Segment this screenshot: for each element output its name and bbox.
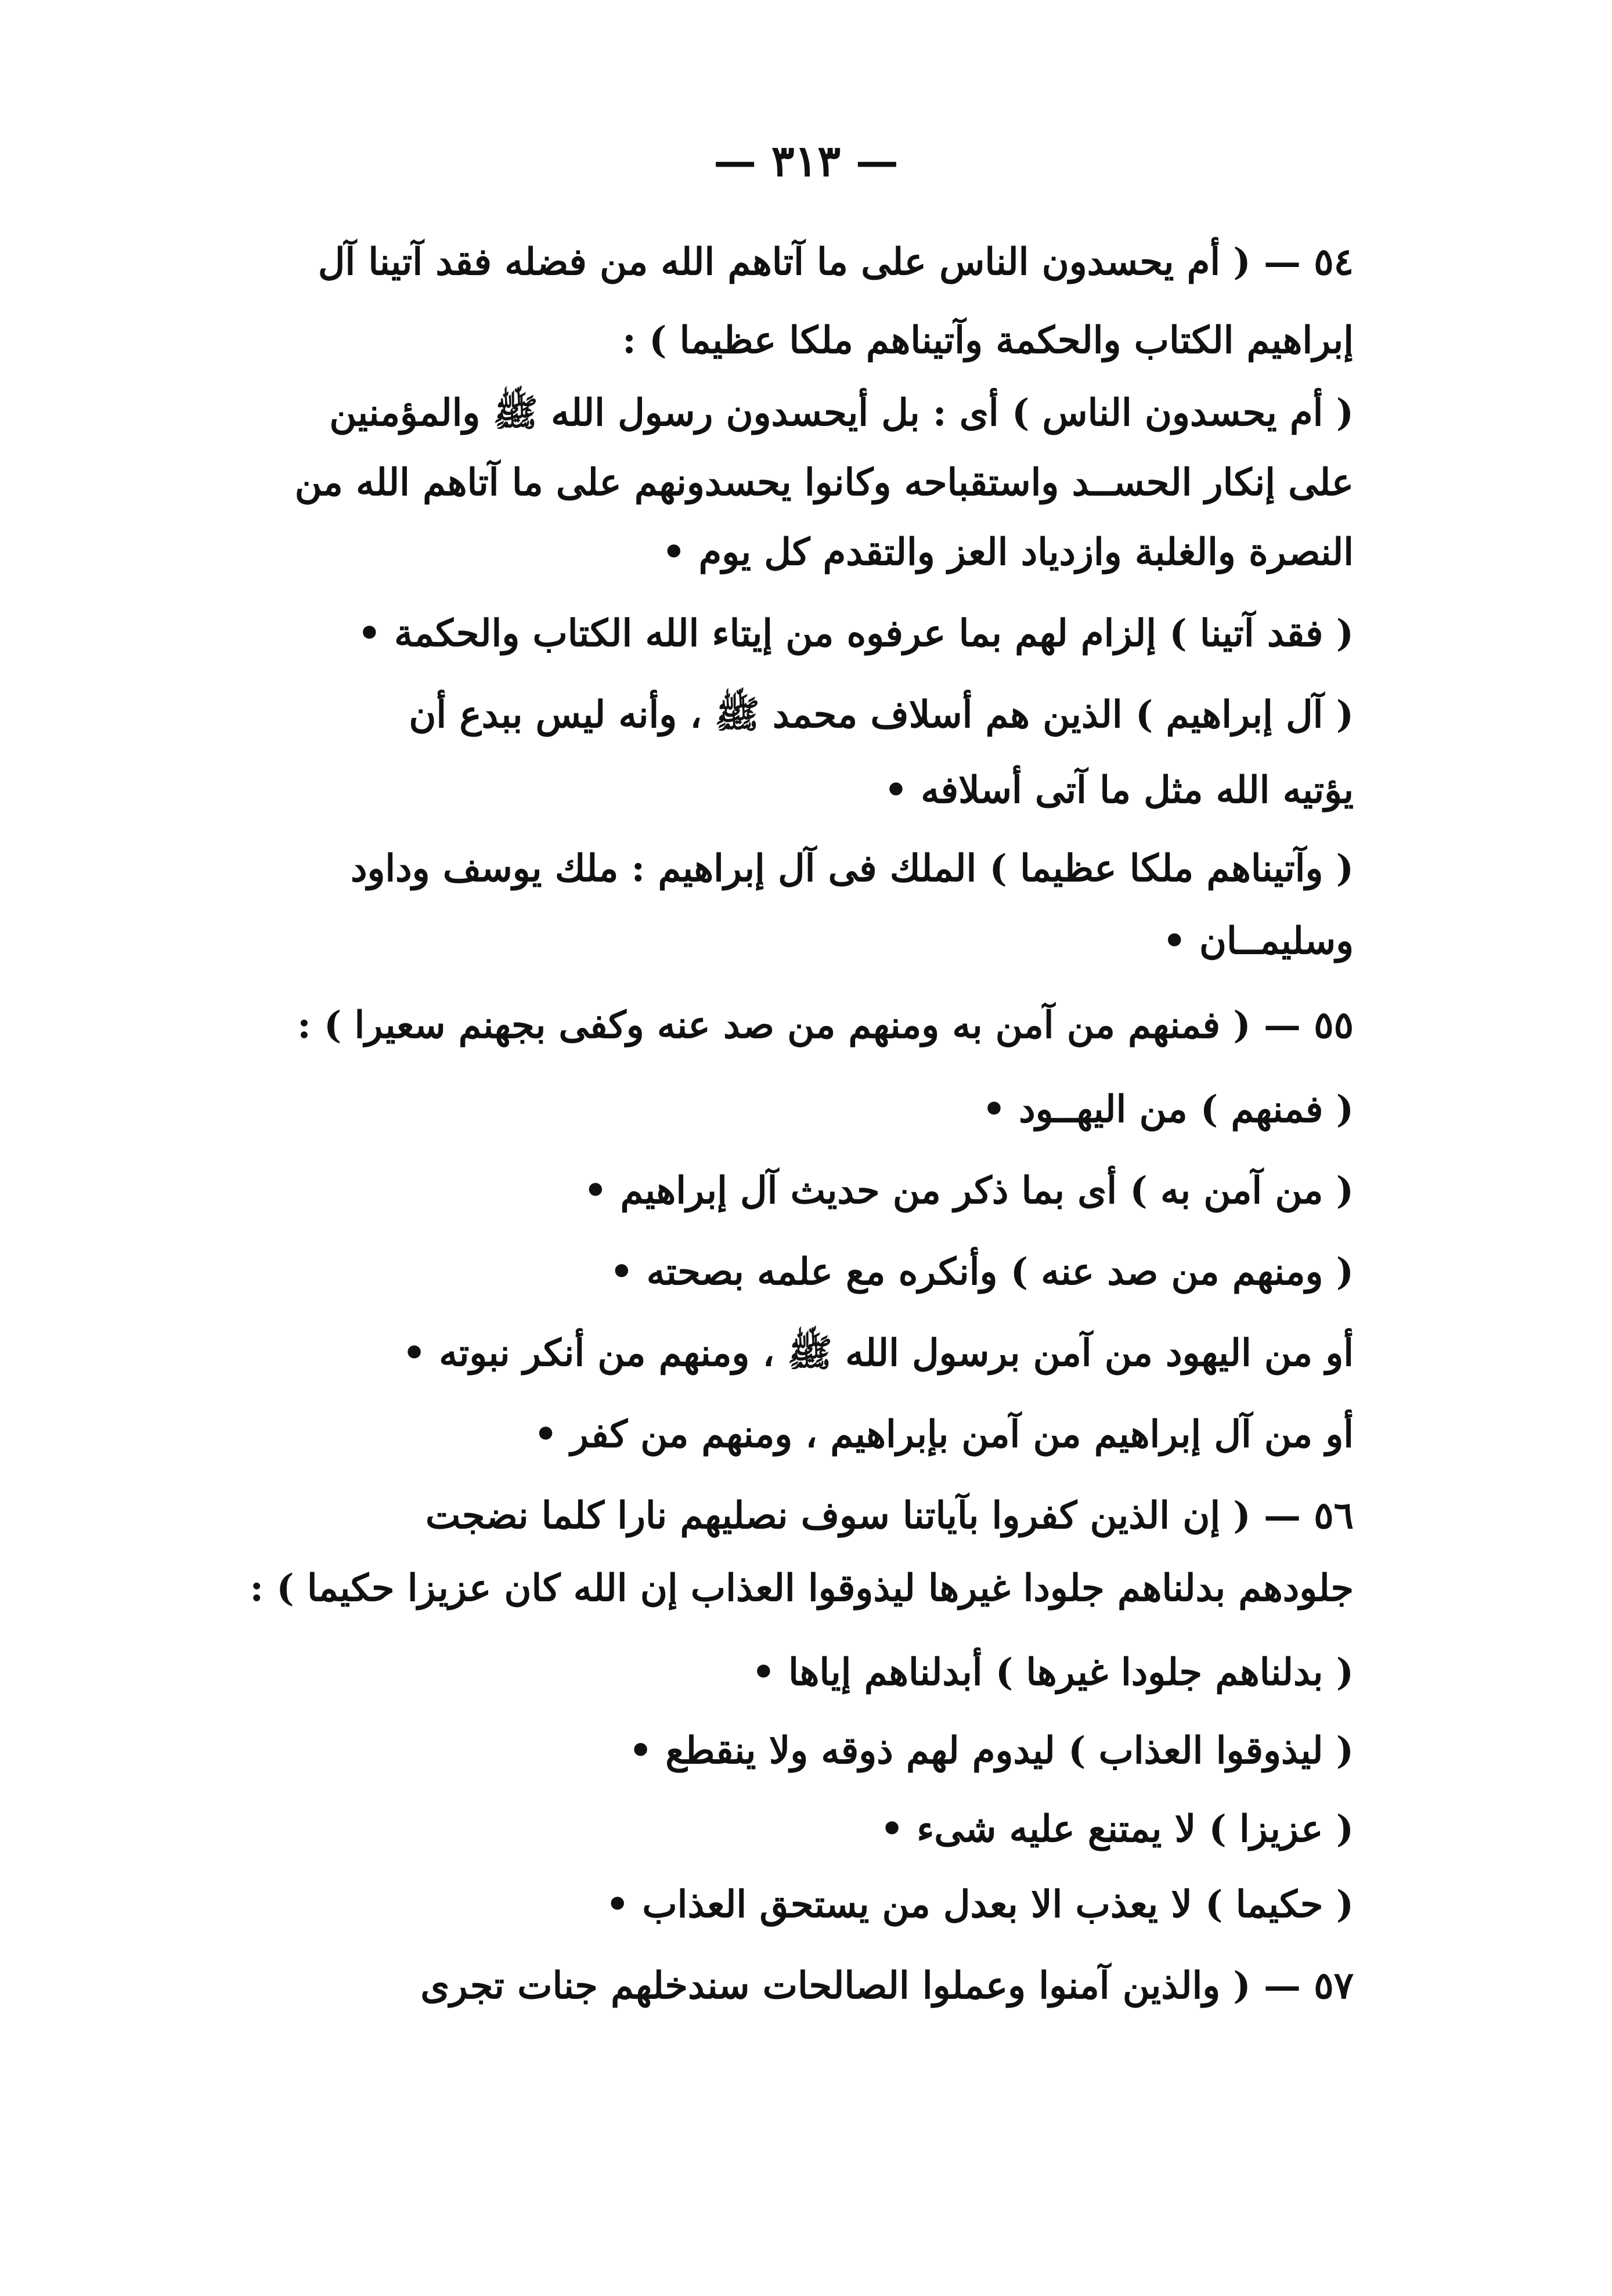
commentary-line: ( حكيما ) لا يعذب الا بعدل من يستحق العذاب • <box>605 1883 1354 1926</box>
verse-55-line: ٥٥ — ( فمنهم من آمن به ومنهم من صد عنه وكفى بجهنم سعيرا ) : <box>297 1003 1354 1047</box>
commentary-line: النصرة والغلبة وازدياد العز والتقدم كل يوم • <box>662 530 1354 574</box>
commentary-line: ( بدلناهم جلودا غيرها ) أبدلناهم إياها • <box>751 1651 1354 1694</box>
commentary-line: على إنكار الحســد واستقباحه وكانوا يحسدونهم على ما آتاهم الله من <box>294 461 1354 504</box>
commentary-line: ( وآتيناهم ملكا عظيما ) الملك فى آل إبراهيم : ملك يوسف وداود <box>350 847 1354 890</box>
commentary-line: ( عزيزا ) لا يمتنع عليه شىء • <box>880 1807 1354 1851</box>
verse-54-line-2: إبراهيم الكتاب والحكمة وآتيناهم ملكا عظيما ) : <box>622 319 1354 362</box>
commentary-line: وسليمــان • <box>1162 919 1354 963</box>
commentary-line: ( أم يحسدون الناس ) أى : بل أيحسدون رسول الله ﷺ والمؤمنين <box>329 391 1354 435</box>
commentary-line: ( فقد آتينا ) إلزام لهم بما عرفوه من إيتاء الله الكتاب والحكمة • <box>357 612 1354 655</box>
page-number: — ٣١٣ — <box>713 136 899 186</box>
commentary-line: أو من آل إبراهيم من آمن بإبراهيم ، ومنهم من كفر • <box>533 1413 1354 1456</box>
verse-56-line-1: ٥٦ — ( إن الذين كفروا بآياتنا سوف نصليهم نارا كلما نضجت <box>425 1494 1354 1537</box>
commentary-line: ( من آمن به ) أى بما ذكر من حديث آل إبراهيم • <box>583 1169 1354 1212</box>
verse-56-line-2: جلودهم بدلناهم جلودا غيرها ليذوقوا العذاب إن الله كان عزيزا حكيما ) : <box>250 1566 1354 1610</box>
commentary-line: ( ومنهم من صد عنه ) وأنكره مع علمه بصحته • <box>610 1250 1354 1294</box>
commentary-line: ( آل إبراهيم ) الذين هم أسلاف محمد ﷺ ، وأنه ليس ببدع أن <box>409 693 1354 737</box>
commentary-line: أو من اليهود من آمن برسول الله ﷺ ، ومنهم من أنكر نبوته • <box>402 1331 1354 1375</box>
verse-57-line: ٥٧ — ( والذين آمنوا وعملوا الصالحات سندخلهم جنات تجرى <box>420 1964 1354 2008</box>
commentary-line: ( ليذوقوا العذاب ) ليدوم لهم ذوقه ولا ينقطع • <box>629 1729 1354 1772</box>
commentary-line: ( فمنهم ) من اليهــود • <box>982 1088 1354 1131</box>
commentary-line: يؤتيه الله مثل ما آتى أسلافه • <box>884 768 1354 812</box>
verse-54-line-1: ٥٤ — ( أم يحسدون الناس على ما آتاهم الله من فضله فقد آتينا آل <box>318 240 1354 284</box>
